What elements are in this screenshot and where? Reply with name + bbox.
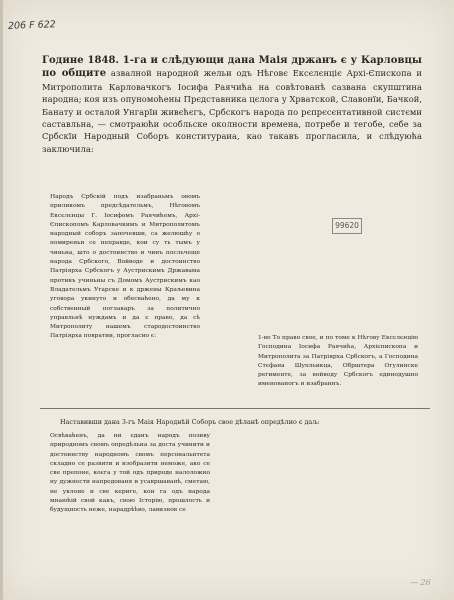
- intro-paragraph: [42, 54, 422, 155]
- right-column-text: 1-во То право свое, и по томе к Нѣгову Ексєлєнцію Господина Іосифа Раячића, Архієпископа и Митрополита за Патріярха Србскогъ, а Господина Стєфана Шупльикца, Обрштера Огулинске регименте, за войводу Србскогъ единодушно именованогъ и изабраннъ.: [258, 335, 418, 388]
- archive-stamp: 99620: [332, 218, 362, 234]
- session-heading: Наставивши дана 3-гъ Маія Народнѣй Соборъ свое дѣланѣ опредѣлио є даљ:: [60, 418, 320, 426]
- horizontal-divider: [40, 408, 430, 409]
- paper-edge: [0, 0, 3, 600]
- intro-lead: Године 1848. 1-га и слѣдующи дана Маія држанъ є у Карловцы по общите: [42, 55, 422, 80]
- intro-body: азвалной народной жельи одъ Нѣговє Ексєлєнціє Архі-Єпископа и Митрополита Карловачкогъ Іосифа Раячића на совѣтованѣ сазвана скупштина народна; коя изъ опуномоћены Прєдставника цєлога у Хрватской, Славонїи, Бачкой, Банату и осталой Унгарїи живєћєгъ, Србскогъ народа по рєпрєсєнтативной систєми саставльна, — смотраюћи особльске околности времена, потребе и тегобе, себе за Србскїи Народный Соборъ конститураиа, као такавъ прогласила, и слѣдуюћа заключила:: [42, 68, 423, 154]
- archive-handwritten-note: 206 F 622: [7, 19, 56, 32]
- bottom-column-text: Освѣваћенъ, да ни єданъ народъ позиву природномъ свомъ опредѣльна за доста учинити и достоинству народномъ свомъ персональнтета складно се развити и изобразити неможе, ако се све препоне, коєга у той одъ природе налоложно ну дужности напредованя и усавршаванѣ, сметаю, не уклоне и све кериге, кои га одъ народа мнаюћій свой какъ, свою Історію, прошлость и будущность неже, нарадрѣѣво, лавизнов се: [50, 433, 210, 514]
- left-column-text: Народъ Србскій подъ изабраньмъ овомъ приликомъ предсѣдательмъ, Нѣговомъ Ексєлєнцы Г. Іосифомъ Раячићемъ, Архі-Єпископомъ Карловачкимъ и Митрополитомъ народный соборъ започевши, са желюшћу о помиреньи се неправде, кои су ть тымъ у чиньна, што о достоинство и чинъ посльчеще народа Србского, Войводе и достоинство Патріярха Србскогъ у Аустрискимъ Државама противъ учиньны съ Домомъ Аустрискимъ као Владательмъ Угарске и к држены Краљевина уговора укинуто и обесваћено, да му к собственный поглаваръ за политично управльнѣ нуждамъ и да є право, да сѣ Митрополиту нашемъ стародостоинство Патріярха повратии, прогласио є:: [50, 194, 200, 340]
- pencil-mark: — 26: [410, 578, 431, 587]
